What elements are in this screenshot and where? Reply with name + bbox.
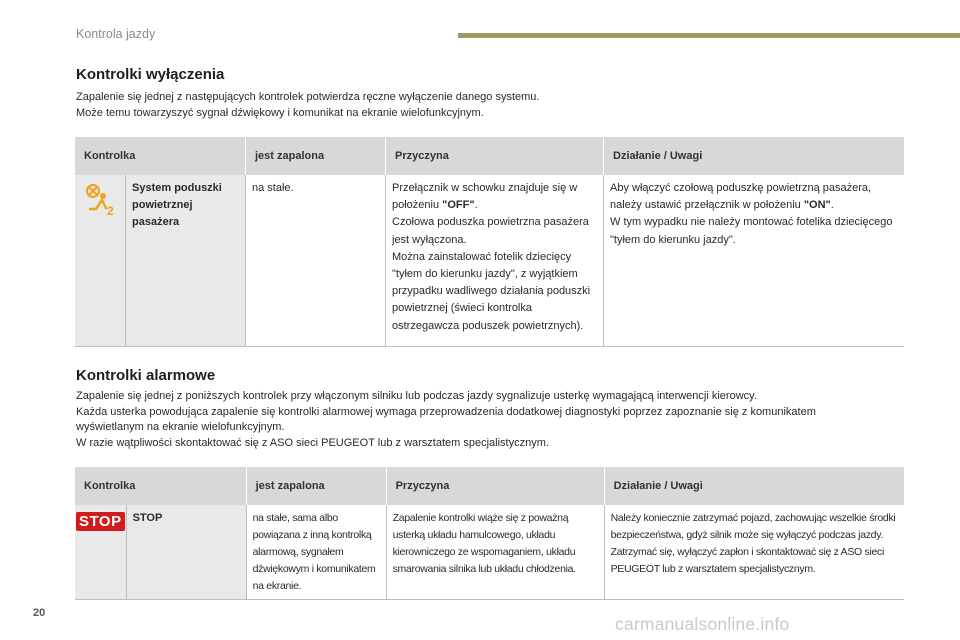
action-position: "ON" (803, 199, 831, 212)
paragraph: Zapalenie się jednej z poniższych kontrolek przy włączonym silniku lub podczas jazdy sygnalizuje usterkę wymagającą interwencji kierowcy. (76, 390, 757, 402)
paragraph: Może temu towarzyszyć sygnał dźwiękowy i komunikat na ekranie wielofunkcyjnym. (76, 106, 484, 119)
warning-table (75, 467, 904, 600)
watermark: carmanualsonline.info (615, 614, 790, 634)
action-cell (604, 505, 904, 600)
action-text: Aby włączyć czołową poduszkę powietrzną pasażera, należy ustawić przełącznik w położeniu (610, 182, 872, 212)
action-text: W tym wypadku nie należy montować fotelika dziecięcego "tyłem do kierunku jazdy". (610, 216, 893, 246)
deactivation-table (75, 137, 904, 347)
page-header-title: Kontrola jazdy (76, 27, 156, 41)
column-header: Przyczyna (386, 137, 604, 175)
table-header-row (75, 467, 904, 505)
cause-text: Czołowa poduszka powietrzna pasażera jest wyłączona. (392, 216, 589, 246)
section-title-deactivation: Kontrolki wyłączenia (76, 66, 225, 83)
action-text: Zatrzymać się, wyłączyć zapłon i skontaktować się z ASO sieci PEUGEOT lub z warsztatem specjalistycznym. (610, 546, 885, 575)
action-cell (604, 175, 905, 346)
indicator-icon-cell (75, 175, 126, 346)
cause-text: . (474, 199, 478, 212)
lit-condition: na stałe, sama albo powiązana z inną kontrolką alarmową, sygnałem dźwiękowym i komunikatem na ekranie. (246, 505, 386, 600)
cause-cell: Zapalenie kontrolki wiąże się z poważną usterką układu hamulcowego, układu kierowniczego ze wspomaganiem, układu smarowania silnika lub układu chłodzenia. (386, 505, 604, 600)
cause-cell (386, 175, 604, 346)
indicator-name: STOP (126, 505, 246, 600)
paragraph: W razie wątpliwości skontaktować się z ASO sieci PEUGEOT lub z warsztatem specjalistycznym. (76, 436, 549, 449)
table-row (75, 175, 904, 346)
cause-position: "OFF" (442, 199, 475, 212)
section-title-warning: Kontrolki alarmowe (76, 367, 216, 384)
page-number: 20 (33, 607, 46, 619)
column-header: jest zapalona (246, 137, 386, 175)
column-header: Kontrolka (75, 137, 246, 175)
column-header: Działanie / Uwagi (604, 467, 904, 505)
table-header-row (75, 137, 904, 175)
header-accent-bar (458, 33, 960, 38)
indicator-icon-cell (75, 505, 126, 600)
action-text: . (830, 199, 834, 212)
section-intro-warning (76, 389, 866, 451)
airbag-off-icon (82, 182, 118, 218)
cause-text: Można zainstalować fotelik dziecięcy "tyłem do kierunku jazdy", z wyjątkiem przypadku wadliwego działania poduszki powietrznej (świeci kontrolka ostrzegawcza poduszek powietrznych). (392, 250, 591, 332)
table-row (75, 505, 904, 600)
column-header: Działanie / Uwagi (604, 137, 905, 175)
column-header: jest zapalona (246, 467, 386, 505)
paragraph: Każda usterka powodująca zapalenie się kontrolki alarmowej wymaga przeprowadzenia dodatkowej diagnostyki poprzez zapoznanie się z komunikatem wyświetlanym na ekranie wielofunkcyjnym. (76, 405, 816, 433)
paragraph: Zapalenie się jednej z następujących kontrolek potwierdza ręczne wyłączenie danego systemu. (76, 91, 540, 103)
lit-condition: na stałe. (246, 175, 386, 346)
column-header: Kontrolka (75, 467, 246, 505)
column-header: Przyczyna (386, 467, 604, 505)
stop-warning-icon: STOP (76, 512, 125, 531)
svg-text:2: 2 (107, 204, 114, 218)
cause-text: Przełącznik w schowku znajduje się w położeniu (392, 182, 578, 212)
indicator-name: System poduszki powietrznej pasażera (126, 175, 246, 346)
action-text: Należy koniecznie zatrzymać pojazd, zachowując wszelkie środki bezpieczeństwa, gdyż silnik może się wyłączyć podczas jazdy. (610, 512, 896, 541)
section-intro-deactivation (76, 90, 876, 121)
